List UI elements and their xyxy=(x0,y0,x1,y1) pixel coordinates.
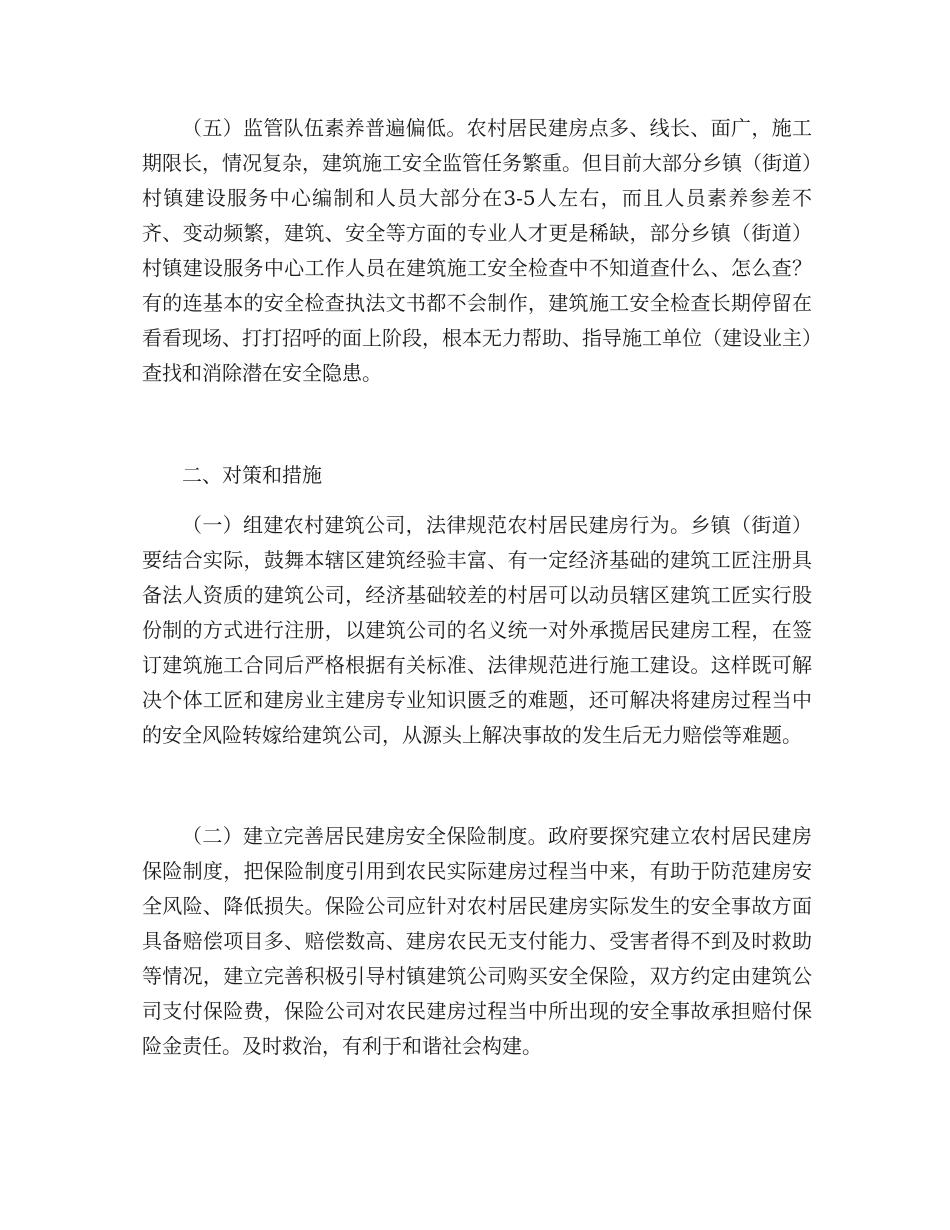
paragraph-safety-insurance: （二）建立完善居民建房安全保险制度。政府要探究建立农村居民建房保险制度，把保险制度引用到农民实际建房过程当中来，有助于防范建房安全风险、降低损失。保险公司应针对农村居民建房实际发生的安全事故方面具备赔偿项目多、赔偿数高、建房农民无支付能力、受害者得不到及时救助等情况，建立完善积极引导村镇建筑公司购买安全保险，双方约定由建筑公司支付保险费，保险公司对农民建房过程当中所出现的安全事故承担赔付保险金责任。及时救治，有利于和谐社会构建。 xyxy=(142,824,812,1058)
paragraph-supervision-team: （五）监管队伍素养普遍偏低。农村居民建房点多、线长、面广，施工期限长，情况复杂，建筑施工安全监管任务繁重。但目前大部分乡镇（街道）村镇建设服务中心编制和人员大部分在3-5人左右，而且人员素养参差不齐、变动频繁，建筑、安全等方面的专业人才更是稀缺，部分乡镇（街道）村镇建设服务中心工作人员在建筑施工安全检查中不知道查什么、怎么查？有的连基本的安全检查执法文书都不会制作，建筑施工安全检查长期停留在看看现场、打打招呼的面上阶段，根本无力帮助、指导施工单位（建设业主）查找和消除潜在安全隐患。 xyxy=(142,116,812,385)
paragraph-rural-construction-company: （一）组建农村建筑公司，法律规范农村居民建房行为。乡镇（街道）要结合实际，鼓舞本辖区建筑经验丰富、有一定经济基础的建筑工匠注册具备法人资质的建筑公司，经济基础较差的村居可以动员辖区建筑工匠实行股份制的方式进行注册，以建筑公司的名义统一对外承揽居民建房工程，在签订建筑施工合同后严格根据有关标准、法律规范进行施工建设。这样既可解决个体工匠和建房业主建房专业知识匮乏的难题，还可解决将建房过程当中的安全风险转嫁给建筑公司，从源头上解决事故的发生后无力赔偿等难题。 xyxy=(142,513,812,747)
section-heading-countermeasures: 二、对策和措施 xyxy=(182,463,322,487)
